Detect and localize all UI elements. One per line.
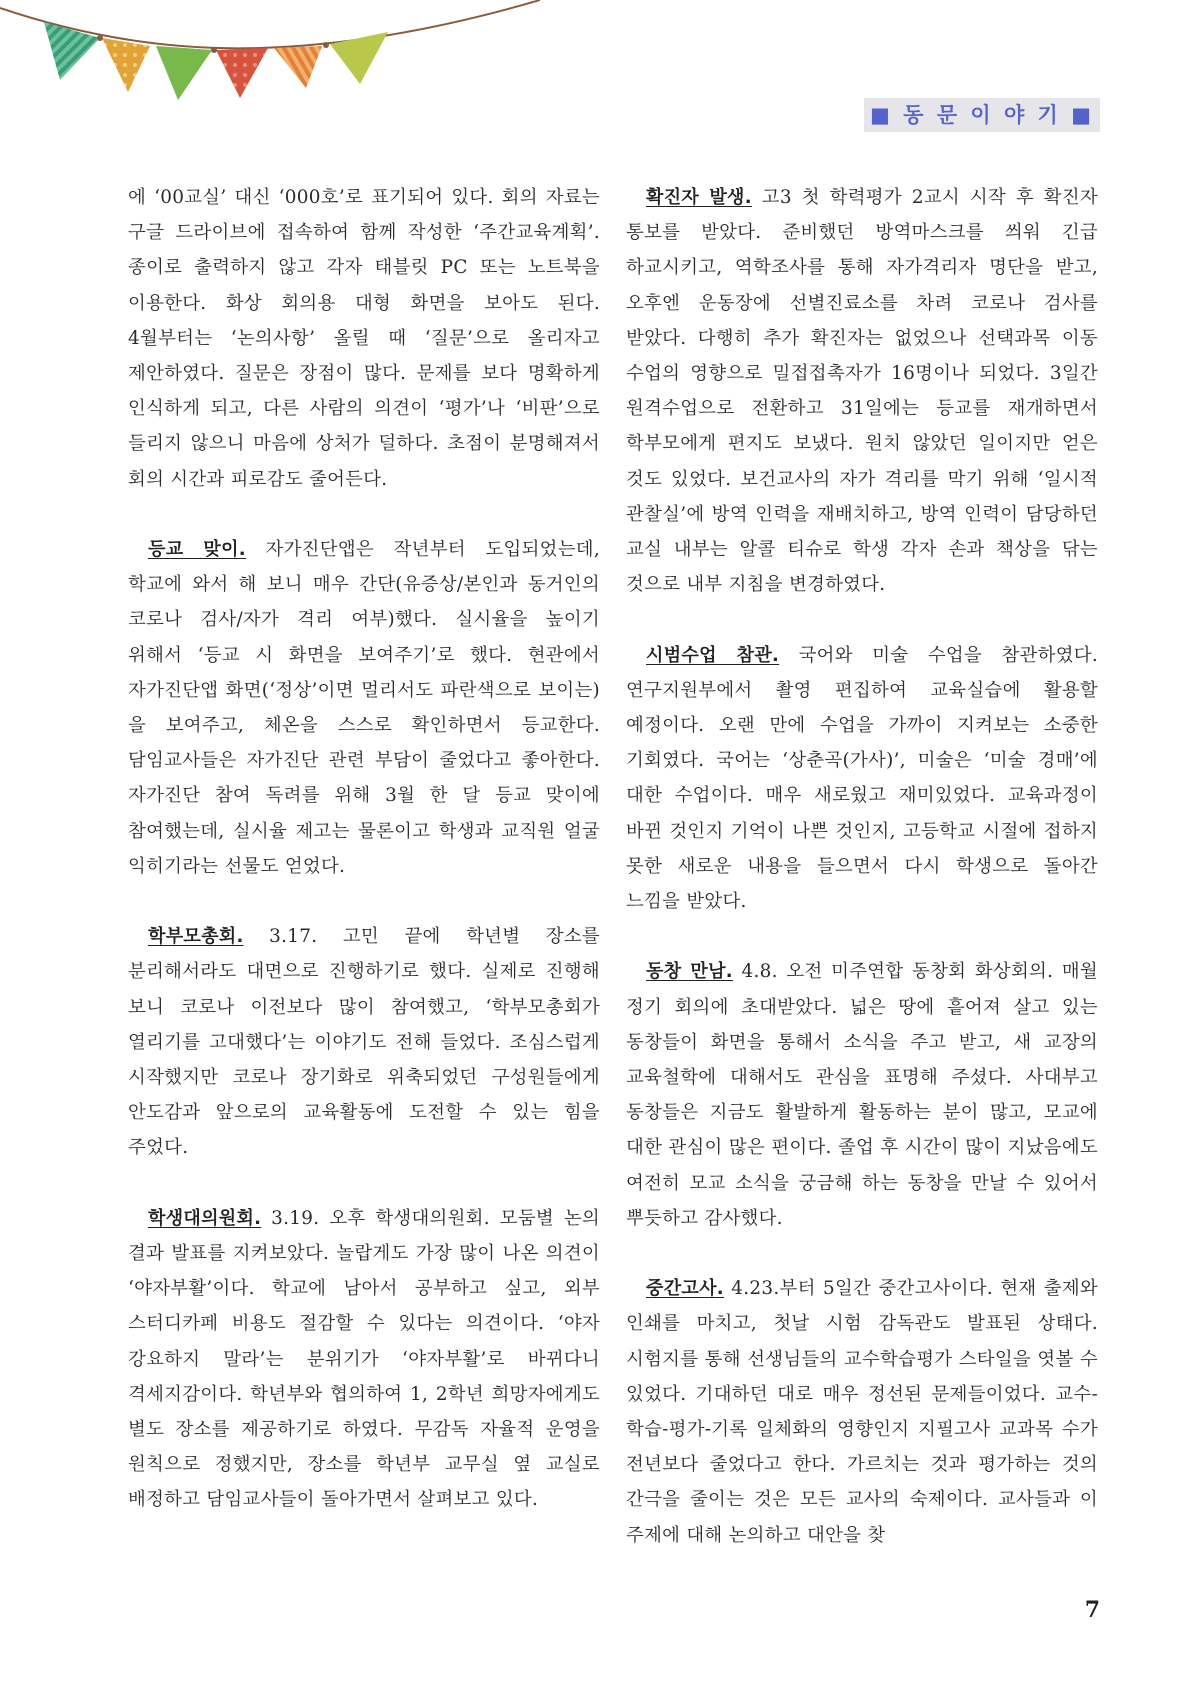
paragraph (626, 954, 1098, 1236)
right-column (626, 180, 1098, 1553)
paragraph-text: 자가진단앱은 작년부터 도입되었는데, 학교에 와서 해 보니 매우 간단(유증상/본인과 동거인의 코로나 검사/자가 격리 여부)했다. 실시율을 높이기 위해서 ‘등교 시 화면을 보여주기’로 했다. 현관에서 자가진단앱 화면(‘정상’이면 멀리서도 파란색으로 보이는)을 보여주고, 체온을 스스로 확인하면서 등교한다. 담임교사들은 자가진단 관련 부담이 줄었다고 좋아한다. 자가진단 참여 독려를 위해 3월 한 달 등교 맞이에 참여했는데, 실시율 제고는 물론이고 학생과 교직원 얼굴 익히기라는 선물도 얻었다. (128, 539, 600, 877)
paragraph-heading: 학생대의원회. (148, 1207, 262, 1229)
paragraph-text: 4.8. 오전 미주연합 동창회 화상회의. 매월 정기 회의에 초대받았다. 넓은 땅에 흩어져 살고 있는 동창들이 화면을 통해서 소식을 주고 받고, 새 교장의 교육철학에 대해서도 관심을 표명해 주셨다. 사대부고 동창들은 지금도 활발하게 활동하는 분이 많고, 모교에 대한 관심이 많은 편이다. 졸업 후 시간이 많이 지났음에도 여전히 모교 소식을 궁금해 하는 동창을 만날 수 있어서 뿌듯하고 감사했다. (626, 961, 1098, 1229)
page-number: 7 (1084, 1597, 1100, 1623)
bunting-flag (156, 46, 212, 100)
paragraph-heading: 확진자 발생. (646, 187, 752, 208)
paragraph-heading: 시범수업 참관. (646, 644, 780, 666)
paragraph (626, 1271, 1098, 1553)
paragraph-text: 고3 첫 학력평가 2교시 시작 후 확진자 통보를 받았다. 준비했던 방역마스크를 씌워 긴급 하교시키고, 역학조사를 통해 자가격리자 명단을 받고, 오후엔 운동장에 선별진료소를 차려 코로나 검사를 받았다. 다행히 추가 확진자는 없었으나 선택과목 이동 수업의 영향으로 밀접접촉자가 16명이나 되었다. 3일간 원격수업으로 전환하고 31일에는 등교를 재개하면서 학부모에게 편지도 보냈다. 원치 않았던 일이지만 얻은 것도 있었다. 보건교사의 자가 격리를 막기 위해 ‘일시적 관찰실’에 방역 인력을 재배치하고, 방역 인력이 담당하던 교실 내부는 알콜 티슈로 학생 각자 손과 책상을 닦는 것으로 내부 지침을 변경하였다. (626, 187, 1098, 596)
paragraph-heading: 학부모총회. (148, 926, 244, 948)
paragraph-text: 에 ‘00교실’ 대신 ‘000호’로 표기되어 있다. 회의 자료는 구글 드라이브에 접속하여 함께 작성한 ‘주간교육계획’. 종이로 출력하지 않고 각자 태블릿 PC 또는 노트북을 이용한다. 화상 회의용 대형 화면을 보아도 된다. 4월부터는 ‘논의사항’ 올릴 때 ‘질문’으로 올리자고 제안하였다. 질문은 장점이 많다. 문제를 보다 명확하게 인식하게 되고, 다른 사람의 의견이 ‘평가’나 ‘비판’으로 들리지 않으니 마음에 상처가 덜하다. 초점이 분명해져서 회의 시간과 피로감도 줄어든다. (128, 187, 600, 490)
bunting-flag (216, 48, 268, 98)
paragraph-heading: 등교 맞이. (148, 539, 246, 561)
paragraph-heading: 동창 만남. (646, 961, 733, 983)
paragraph-text: 3.17. 고민 끝에 학년별 장소를 분리해서라도 대면으로 진행하기로 했다. 실제로 진행해 보니 코로나 이전보다 많이 참여했고, ‘학부모총회가 열리기를 고대했다’는 이야기도 전해 들었다. 조심스럽게 시작했지만 코로나 장기화로 위축되었던 구성원들에게 안도감과 앞으로의 교육활동에 도전할 수 있는 힘을 주었다. (128, 926, 600, 1159)
bunting-flag (102, 38, 150, 92)
paragraph-text: 국어와 미술 수업을 참관하였다. 연구지원부에서 촬영 편집하여 교육실습에 활용할 예정이다. 오랜 만에 수업을 가까이 지켜보는 소중한 기회였다. 국어는 ‘상춘곡(가사)’, 미술은 ‘미술 경매’에 대한 수업이다. 매우 새로웠고 재미있었다. 교육과정이 바뀐 것인지 기억이 나쁜 것인지, 고등학교 시절에 접하지 못한 새로운 내용을 들으면서 다시 학생으로 돌아간 느낌을 받았다. (626, 644, 1098, 913)
paragraph-text: 4.23.부터 5일간 중간고사이다. 현재 출제와 인쇄를 마치고, 첫날 시험 감독관도 발표된 상태다. 시험지를 통해 선생님들의 교수학습평가 스타일을 엿볼 수 있었다. 기대하던 대로 매우 정선된 문제들이었다. 교수-학습-평가-기록 일체화의 영향인지 지필고사 교과목 수가 전년보다 줄었다고 한다. 가르치는 것과 평가하는 것의 간극을 줄이는 것은 모든 교사의 숙제이다. 교사들과 이 주제에 대해 논의하고 대안을 찾 (626, 1278, 1098, 1546)
paragraph (128, 180, 600, 497)
paragraph-heading: 중간고사. (646, 1278, 724, 1300)
paragraph (626, 180, 1098, 602)
bunting-flag (44, 22, 100, 80)
bunting-flag (330, 32, 388, 84)
paragraph-text: 3.19. 오후 학생대의원회. 모둠별 논의 결과 발표를 지켜보았다. 놀랍게도 가장 많이 나온 의견이 ‘야자부활’이다. 학교에 남아서 공부하고 싶고, 외부 스터디카페 비용도 절감할 수 있다는 의견이다. ‘야자 강요하지 말라’는 분위기가 ‘야자부활’로 바뀌다니 격세지감이다. 학년부와 협의하여 1, 2학년 희망자에게도 별도 장소를 제공하기로 하였다. 무감독 자율적 운영을 원칙으로 정했지만, 장소를 학년부 교무실 옆 교실로 배정하고 담임교사들이 돌아가면서 살펴보고 있다. (128, 1207, 600, 1511)
paragraph (128, 532, 600, 884)
paragraph (128, 1201, 600, 1518)
paragraph (626, 638, 1098, 920)
bunting-decoration (0, 0, 540, 110)
left-column (128, 180, 600, 1518)
section-label: ■ 동 문 이 야 기 ■ (864, 98, 1100, 132)
bunting-flag (274, 46, 322, 88)
paragraph (128, 919, 600, 1165)
